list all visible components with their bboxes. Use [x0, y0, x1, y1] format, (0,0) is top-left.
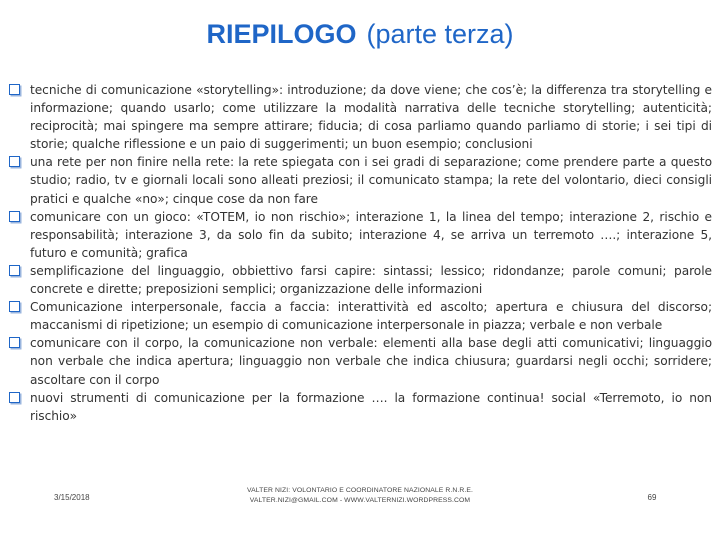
list-item-text: comunicare con il corpo, la comunicazione non verbale: elementi alla base degli atti comunicativi; linguaggio non verbale che indica apertura; linguaggio non verbale che indica chiusura; guardarsi negli occhi; sorridere; ascoltare con il corpo: [30, 336, 712, 387]
checkbox-bullet-icon: [9, 156, 20, 167]
list-item-text: Comunicazione interpersonale, faccia a faccia: interattività ed ascolto; apertura e chiusura del discorso; maccanismi di ripetizione; un esempio di comunicazione interpersonale in piazza; verbale e non verbale: [30, 300, 712, 333]
checkbox-bullet-icon: [9, 84, 20, 95]
checkbox-bullet-icon: [9, 265, 20, 276]
list-item: [8, 81, 712, 153]
list-item-text: comunicare con un gioco: «TOTEM, io non rischio»; interazione 1, la linea del tempo; interazione 2, rischio e responsabilità; interazione 3, da solo fin da subito; interazione 4, se arriva un terremoto ….; interazione 5, futuro e comunità; grafica: [30, 209, 712, 260]
list-item-text: una rete per non finire nella rete: la rete spiegata con i sei gradi di separazione; come prendere parte a questo studio; radio, tv e giornali locali sono alleati preziosi; il comunicato stampa; la rete del volontario, dieci consigli pratici e qualche «no»; cinque cose da non fare: [30, 155, 712, 206]
footer-contact-line: VALTER.NIZI@GMAIL.COM - WWW.VALTERNIZI.WORDPRESS.COM: [249, 497, 471, 504]
list-item: [8, 298, 712, 334]
checkbox-bullet-icon: [9, 211, 20, 222]
footer-author-line: VALTER NIZI: VOLONTARIO E COORDINATORE NAZIONALE R.N.R.E.: [247, 487, 473, 494]
checkbox-bullet-icon: [9, 392, 20, 403]
summary-list: [8, 81, 712, 425]
title-subtitle: (parte terza): [366, 19, 514, 49]
checkbox-bullet-icon: [9, 301, 20, 312]
footer-author: [214, 486, 506, 506]
list-item: [8, 389, 712, 425]
list-item-text: nuovi strumenti di comunicazione per la formazione …. la formazione continua! social «Terremoto, io non rischio»: [30, 390, 712, 423]
list-item-text: semplificazione del linguaggio, obbiettivo farsi capire: sintassi; lessico; ridondanze; parole comuni; parole concrete e dirette; preposizioni semplici; organizzazione delle informazioni: [30, 263, 712, 297]
footer-date: 3/15/2018: [54, 493, 90, 502]
list-item: [8, 153, 712, 207]
title-main: RIEPILOGO: [206, 19, 357, 49]
list-item-text: tecniche di comunicazione «storytelling»: introduzione; da dove viene; che cos’è; la differenza tra storytelling e informazione; quando usarlo; come utilizzare la modalità narrativa delle tecniche storytelling; autenticità; reciprocità; mai spingere ma sempre attirare; fiducia; di cosa parliamo quando parliamo di storie; i sei tipi di storie; qualche riflessione e un paio di suggerimenti; un buon esempio; conclusioni: [30, 83, 712, 152]
checkbox-bullet-icon: [9, 337, 20, 348]
slide-title: [0, 18, 720, 50]
list-item: [8, 208, 712, 262]
list-item: [8, 334, 712, 388]
list-item: [8, 262, 712, 298]
page-number: 69: [647, 493, 657, 502]
